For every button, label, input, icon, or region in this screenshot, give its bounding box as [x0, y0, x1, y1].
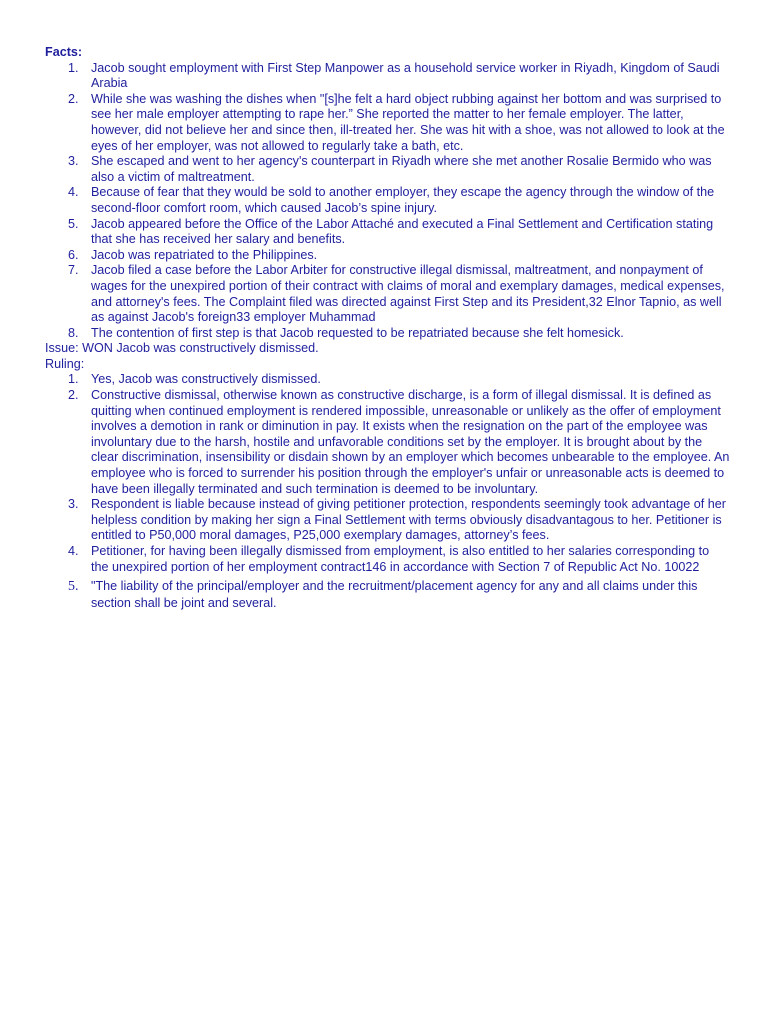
list-number: 1.	[68, 372, 79, 387]
list-number: 7.	[68, 263, 79, 278]
facts-item-7	[45, 263, 730, 325]
facts-item-3	[45, 154, 730, 185]
ruling-item-4	[45, 544, 730, 575]
list-item-text: Jacob was repatriated to the Philippines.	[91, 247, 318, 262]
list-item-text: While she was washing the dishes when "[s]he felt a hard object rubbing against her bottom and was surprised to see her male employer attempting to rape her.” She reported the matter to her female employer. The latter, however, did not believe her and since then, ill-treated her. She was hit with a shoe, was not allowed to look at the eyes of her employer, was not allowed to regularly take a bath, etc.	[91, 91, 725, 153]
list-number: 4.	[68, 544, 79, 558]
ruling-item-3	[45, 497, 730, 544]
facts-item-4	[45, 185, 730, 216]
list-item-text: Jacob filed a case before the Labor Arbiter for constructive illegal dismissal, maltreatment, and nonpayment of wages for the unexpired portion of their contract with claims of moral and exemplary damages, medical expenses, and attorney's fees. The Complaint filed was directed against First Step and its President,32 Elnor Tapnio, as well as against Jacob's foreign33 employer Muhammad	[91, 263, 725, 325]
ruling-item-5	[45, 578, 730, 612]
ruling-item-2	[45, 388, 730, 497]
list-item-text: Respondent is liable because instead of giving petitioner protection, respondents seemingly took advantage of her helpless condition by making her sign a Final Settlement with terms obviously disadvantagous to her. Petitioner is entitled to P50,000 moral damages, P25,000 exemplary damages, attorney’s fees.	[91, 497, 726, 543]
facts-heading: Facts:	[45, 45, 83, 59]
facts-item-2	[45, 92, 730, 154]
list-item-text: The contention of first step is that Jacob requested to be repatriated because she felt homesick.	[91, 325, 624, 340]
list-number: 5.	[68, 579, 79, 595]
facts-item-8	[45, 326, 730, 342]
list-number: 1.	[68, 60, 79, 75]
facts-item-5	[45, 217, 730, 248]
facts-item-1	[45, 61, 730, 92]
ruling-list	[45, 372, 730, 612]
list-number: 6.	[68, 247, 79, 262]
list-item-text: Because of fear that they would be sold to another employer, they escape the agency through the window of the second-floor comfort room, which caused Jacob’s spine injury.	[91, 185, 715, 215]
facts-item-6	[45, 248, 730, 264]
document-page	[45, 45, 730, 612]
issue-line: Issue: WON Jacob was constructively dismissed.	[45, 341, 319, 356]
ruling-heading: Ruling:	[45, 356, 85, 371]
list-number: 2.	[68, 388, 79, 403]
list-number: 5.	[68, 216, 79, 231]
list-item-text: Yes, Jacob was constructively dismissed.	[91, 372, 321, 387]
list-item-text: Constructive dismissal, otherwise known as constructive discharge, is a form of illegal dismissal. It is defined as quitting when continued employment is rendered impossible, unreasonable or unlikely as the offer of employment involves a demotion in rank or diminution in pay. It exists when the resignation on the part of the employee was involuntary due to the harsh, hostile and unfavorable conditions set by the employer. It is brought about by the clear discrimination, insensibility or disdain shown by an employer which becomes unbearable to the employee. An employee who is forced to surrender his position through the employer's unfair or unreasonable acts is deemed to have been illegally terminated and such termination is deemed to be involuntary.	[91, 388, 730, 496]
list-number: 8.	[68, 325, 79, 340]
list-number: 3.	[68, 154, 79, 169]
list-item-text: Jacob appeared before the Office of the Labor Attaché and executed a Final Settlement and Certification stating that she has received her salary and benefits.	[91, 216, 714, 247]
ruling-item-1	[45, 372, 730, 388]
facts-list	[45, 61, 730, 342]
list-number: 4.	[68, 185, 79, 200]
list-item-text: She escaped and went to her agency's counterpart in Riyadh where she met another Rosalie Bermido who was also a victim of maltreatment.	[91, 154, 712, 184]
list-item-text: Jacob sought employment with First Step Manpower as a household service worker in Riyadh, Kingdom of Saudi Arabia	[91, 60, 720, 91]
list-number: 3.	[68, 497, 79, 512]
list-item-text: "The liability of the principal/employer and the recruitment/placement agency for any and all claims under this section shall be joint and several.	[91, 579, 698, 611]
list-number: 2.	[68, 91, 79, 106]
list-item-text: Petitioner, for having been illegally dismissed from employment, is also entitled to her salaries corresponding to the unexpired portion of her employment contract146 in accordance with Section 7 of Republic Act No. 10022	[91, 544, 710, 574]
